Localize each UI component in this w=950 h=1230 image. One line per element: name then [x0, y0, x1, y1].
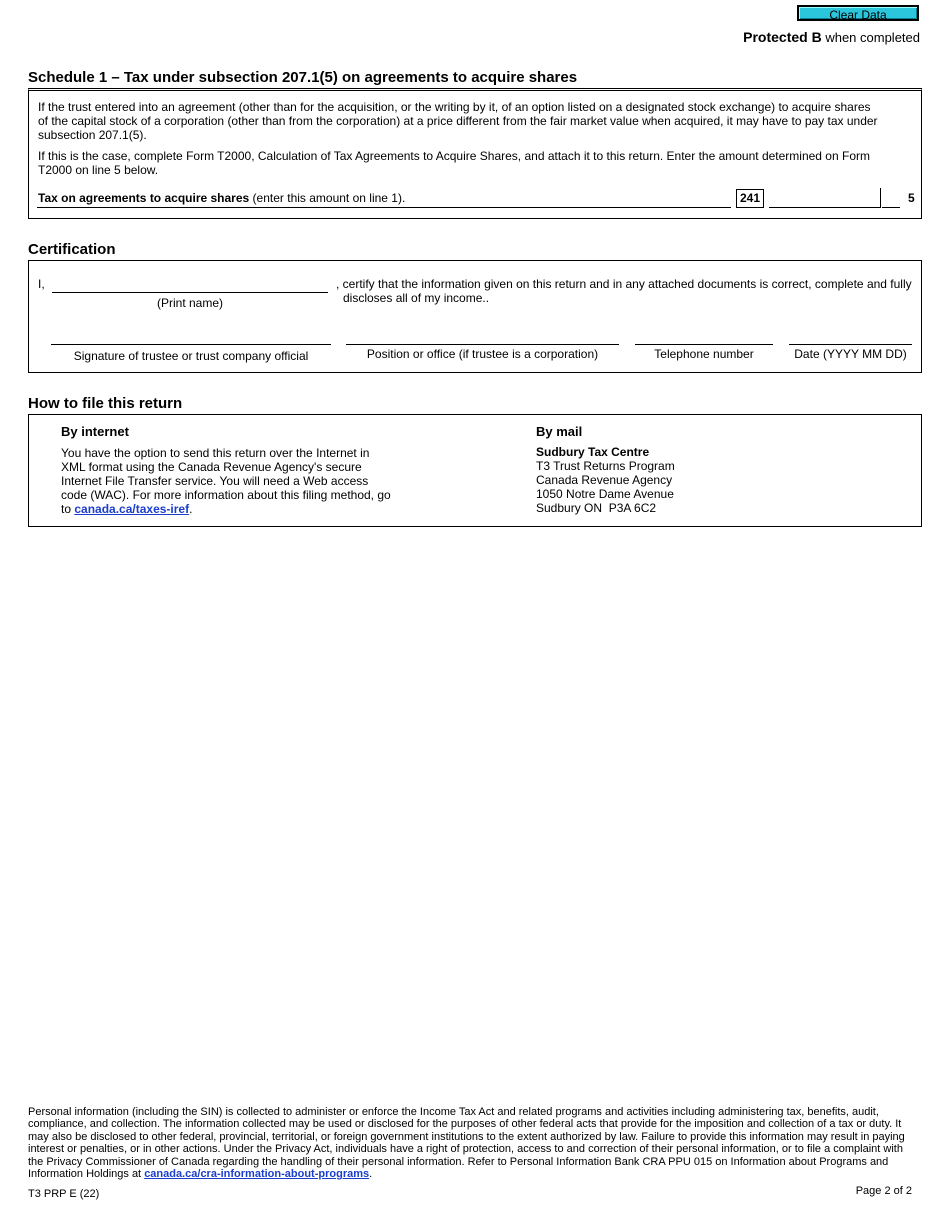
certification-title: Certification [28, 241, 116, 258]
protected-b-notice [743, 29, 920, 45]
by-internet-heading: By internet [61, 424, 129, 439]
date-label: Date (YYYY MM DD) [794, 347, 907, 361]
print-name-input[interactable] [52, 276, 328, 293]
mail-line-1: T3 Trust Returns Program [536, 459, 675, 473]
protected-suffix: when completed [825, 30, 920, 45]
privacy-text: Personal information (including the SIN) is collected to administer or enforce the Income Tax Act and related programs and activities including administering tax, benefits, audit, compliance, and collection. The information collected may be used or disclosed for the purposes of other federal acts that provide for the imposition and collection of a tax or duty. It may also be disclosed to other federal, provincial, territorial, or foreign government institutions to the extent authorized by law. Failure to provide this information may result in paying interest or penalties, or in other actions. Under the Privacy Act, individuals have a right of protection, access to and correction of their personal information, or to file a complaint with the Privacy Commissioner of Canada regarding the handling of their personal information. Refer to Personal Information Bank CRA PPU 015 on Information about Programs and Information Holdings at [28, 1106, 905, 1181]
schedule1-box [28, 88, 922, 219]
certification-prefix: I, [38, 277, 45, 291]
telephone-input[interactable] [635, 328, 773, 345]
how-to-file-title: How to file this return [28, 395, 183, 412]
line-number-5: 5 [908, 191, 915, 205]
cents-divider [880, 188, 881, 208]
line-5-label-rest: (enter this amount on line 1). [252, 191, 406, 205]
mail-line-4: Sudbury ON P3A 6C2 [536, 501, 657, 515]
by-internet-end: . [189, 502, 193, 516]
protected-label: Protected B [743, 29, 822, 45]
signature-label: Signature of trustee or trust company official [73, 349, 309, 363]
schedule1-title: Schedule 1 – Tax under subsection 207.1(5) on agreements to acquire shares [28, 69, 578, 86]
telephone-label: Telephone number [654, 347, 754, 361]
position-input[interactable] [346, 328, 619, 345]
clear-data-button[interactable]: Clear Data [797, 5, 919, 21]
line-5-amount-input[interactable] [769, 188, 880, 208]
line-5-cents-input[interactable] [882, 188, 900, 208]
signature-input[interactable] [51, 328, 331, 345]
line-code-241: 241 [736, 189, 764, 208]
by-internet-text [61, 446, 391, 516]
schedule1-paragraph-1: If the trust entered into an agreement (other than for the acquisition, or the writing by it, of an option listed on a designated stock exchange) to acquire shares of the capital stock of a corporation (other than from the corporation) at a price different from the fair market value when acquired, it may have to pay tax under subsection 207.1(5). [38, 100, 878, 142]
mail-line-2: Canada Revenue Agency [536, 473, 673, 487]
taxes-iref-link[interactable]: canada.ca/taxes-iref [74, 502, 190, 516]
form-identifier: T3 PRP E (22) [28, 1188, 100, 1200]
privacy-end: . [369, 1168, 373, 1181]
mail-address [536, 445, 675, 515]
print-name-label: (Print name) [156, 296, 224, 310]
certification-box [28, 260, 922, 373]
mail-centre: Sudbury Tax Centre [536, 445, 650, 459]
line-5-label [38, 191, 405, 205]
by-mail-heading: By mail [536, 424, 583, 439]
certification-statement: , certify that the information given on this return and in any attached documents is correct, complete and fully discloses all of my income.. [336, 277, 912, 305]
position-label: Position or office (if trustee is a corporation) [366, 347, 599, 361]
cra-info-programs-link[interactable]: canada.ca/cra-information-about-programs [144, 1168, 370, 1181]
how-to-file-box [28, 414, 922, 527]
date-input[interactable] [789, 328, 912, 345]
privacy-notice [28, 1106, 920, 1180]
schedule1-paragraph-2: If this is the case, complete Form T2000, Calculation of Tax Agreements to Acquire Shares, and attach it to this return. Enter the amount determined on Form T2000 on line 5 below. [38, 149, 870, 177]
page-number: Page 2 of 2 [855, 1185, 912, 1197]
line-5-label-bold: Tax on agreements to acquire shares [38, 191, 250, 205]
mail-line-3: 1050 Notre Dame Avenue [536, 487, 674, 501]
line-5-rule [37, 207, 731, 208]
by-internet-body: You have the option to send this return over the Internet in XML format using the Canada Revenue Agency's secure Internet File Transfer service. You will need a Web access code (WAC). For more information about this filing method, go to [61, 446, 391, 516]
